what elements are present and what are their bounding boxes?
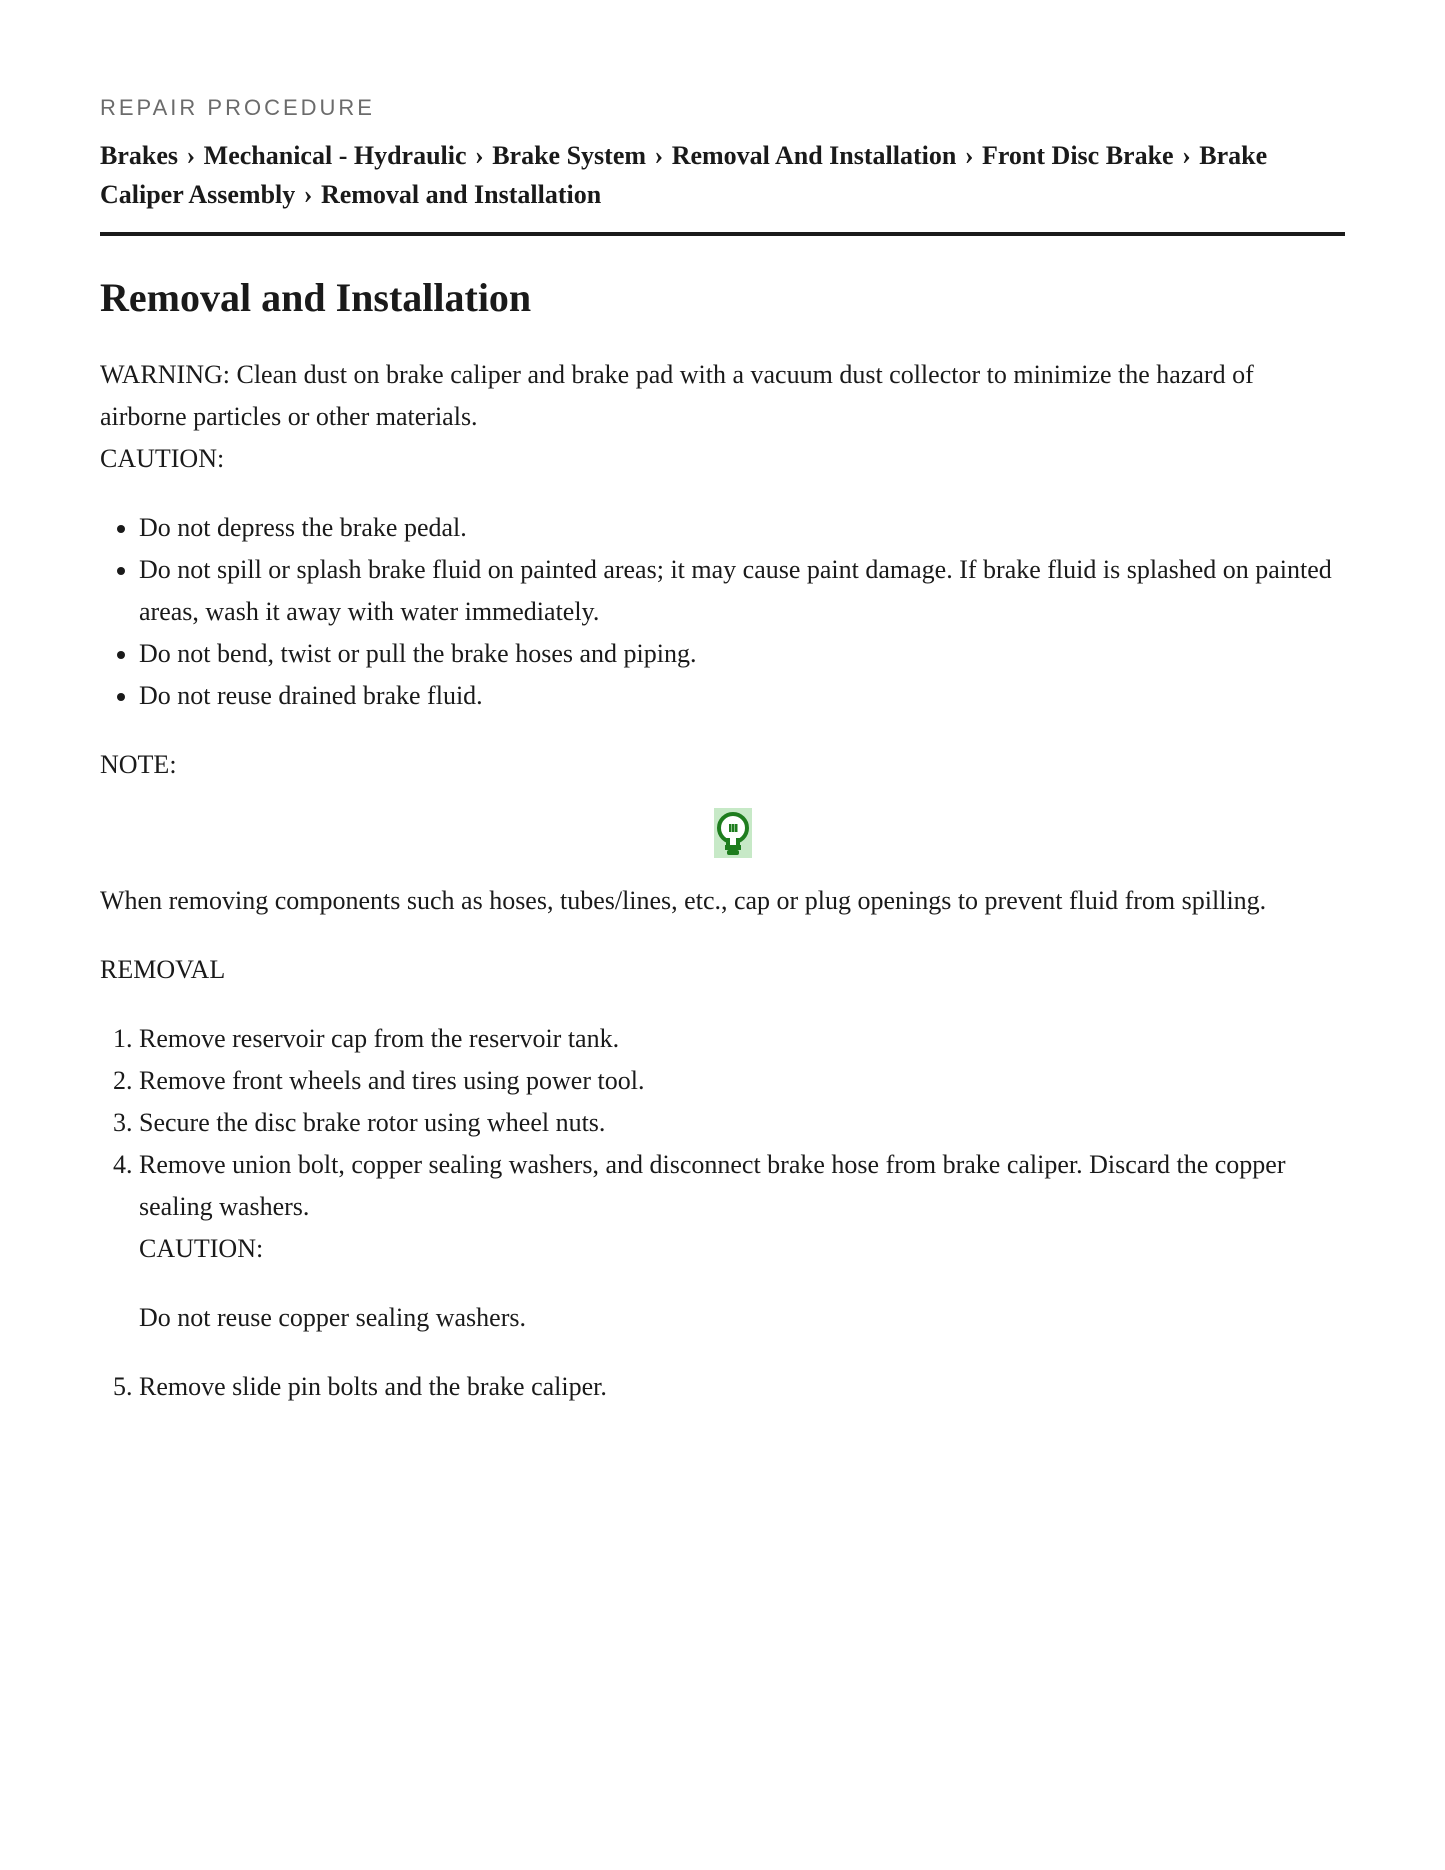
document-page: [100, 90, 1345, 1408]
breadcrumb-separator: ›: [1182, 141, 1191, 170]
caution-label: CAUTION:: [100, 444, 225, 473]
page-title: Removal and Installation: [100, 275, 532, 320]
caution-list: [100, 507, 1345, 717]
removal-step: 3. Secure the disc brake rotor using wheel nuts.: [139, 1102, 1345, 1144]
step-caution-label: CAUTION:: [139, 1234, 264, 1263]
warning-text: WARNING: Clean dust on brake caliper and brake pad with a vacuum dust collector to minimize the hazard of airborne particles or other materials.: [100, 360, 1254, 431]
breadcrumb-item[interactable]: Brakes: [100, 141, 178, 170]
lightbulb-icon-graphic: [714, 808, 752, 858]
breadcrumb-item[interactable]: Mechanical - Hydraulic: [203, 141, 467, 170]
breadcrumb: [100, 136, 1345, 236]
removal-step: 5. Remove slide pin bolts and the brake caliper.: [139, 1366, 1345, 1408]
removal-heading: REMOVAL: [100, 955, 226, 984]
breadcrumb-item[interactable]: Brake System: [492, 141, 647, 170]
removal-step: 1. Remove reservoir cap from the reservoir tank.: [139, 1018, 1345, 1060]
note-label: NOTE:: [100, 750, 177, 779]
caution-item: • Do not reuse drained brake fluid.: [139, 675, 1345, 717]
breadcrumb-separator: ›: [475, 141, 484, 170]
breadcrumb-separator: ›: [654, 141, 664, 170]
breadcrumb-separator: ›: [186, 141, 196, 170]
removal-steps: [100, 1018, 1345, 1408]
breadcrumb-item[interactable]: Brake Caliper Assembly: [100, 141, 1268, 209]
removal-step: [139, 1144, 1345, 1339]
note-text: When removing components such as hoses, tubes/lines, etc., cap or plug openings to prevent fluid from spilling.: [100, 886, 1267, 915]
breadcrumb-item[interactable]: Removal And Installation: [671, 141, 957, 170]
procedure-kicker: REPAIR PROCEDURE: [100, 95, 375, 120]
caution-item: • Do not depress the brake pedal.: [139, 507, 1345, 549]
breadcrumb-item[interactable]: Front Disc Brake: [981, 141, 1174, 170]
caution-item: • Do not bend, twist or pull the brake hoses and piping.: [139, 633, 1345, 675]
removal-step-text: Remove union bolt, copper sealing washers, and disconnect brake hose from brake caliper. Discard the copper sealing washers.: [139, 1150, 1286, 1221]
removal-step: 2. Remove front wheels and tires using power tool.: [139, 1060, 1345, 1102]
note-icon-row: [100, 808, 1345, 858]
breadcrumb-separator: ›: [964, 141, 974, 170]
step-caution-text: Do not reuse copper sealing washers.: [139, 1303, 526, 1332]
caution-item: • Do not spill or splash brake fluid on painted areas; it may cause paint damage. If brake fluid is splashed on painted areas, wash it away with water immediately.: [139, 549, 1345, 633]
breadcrumb-item-current: Removal and Installation: [320, 180, 602, 209]
breadcrumb-separator: ›: [303, 180, 313, 209]
lightbulb-icon: [714, 808, 752, 858]
